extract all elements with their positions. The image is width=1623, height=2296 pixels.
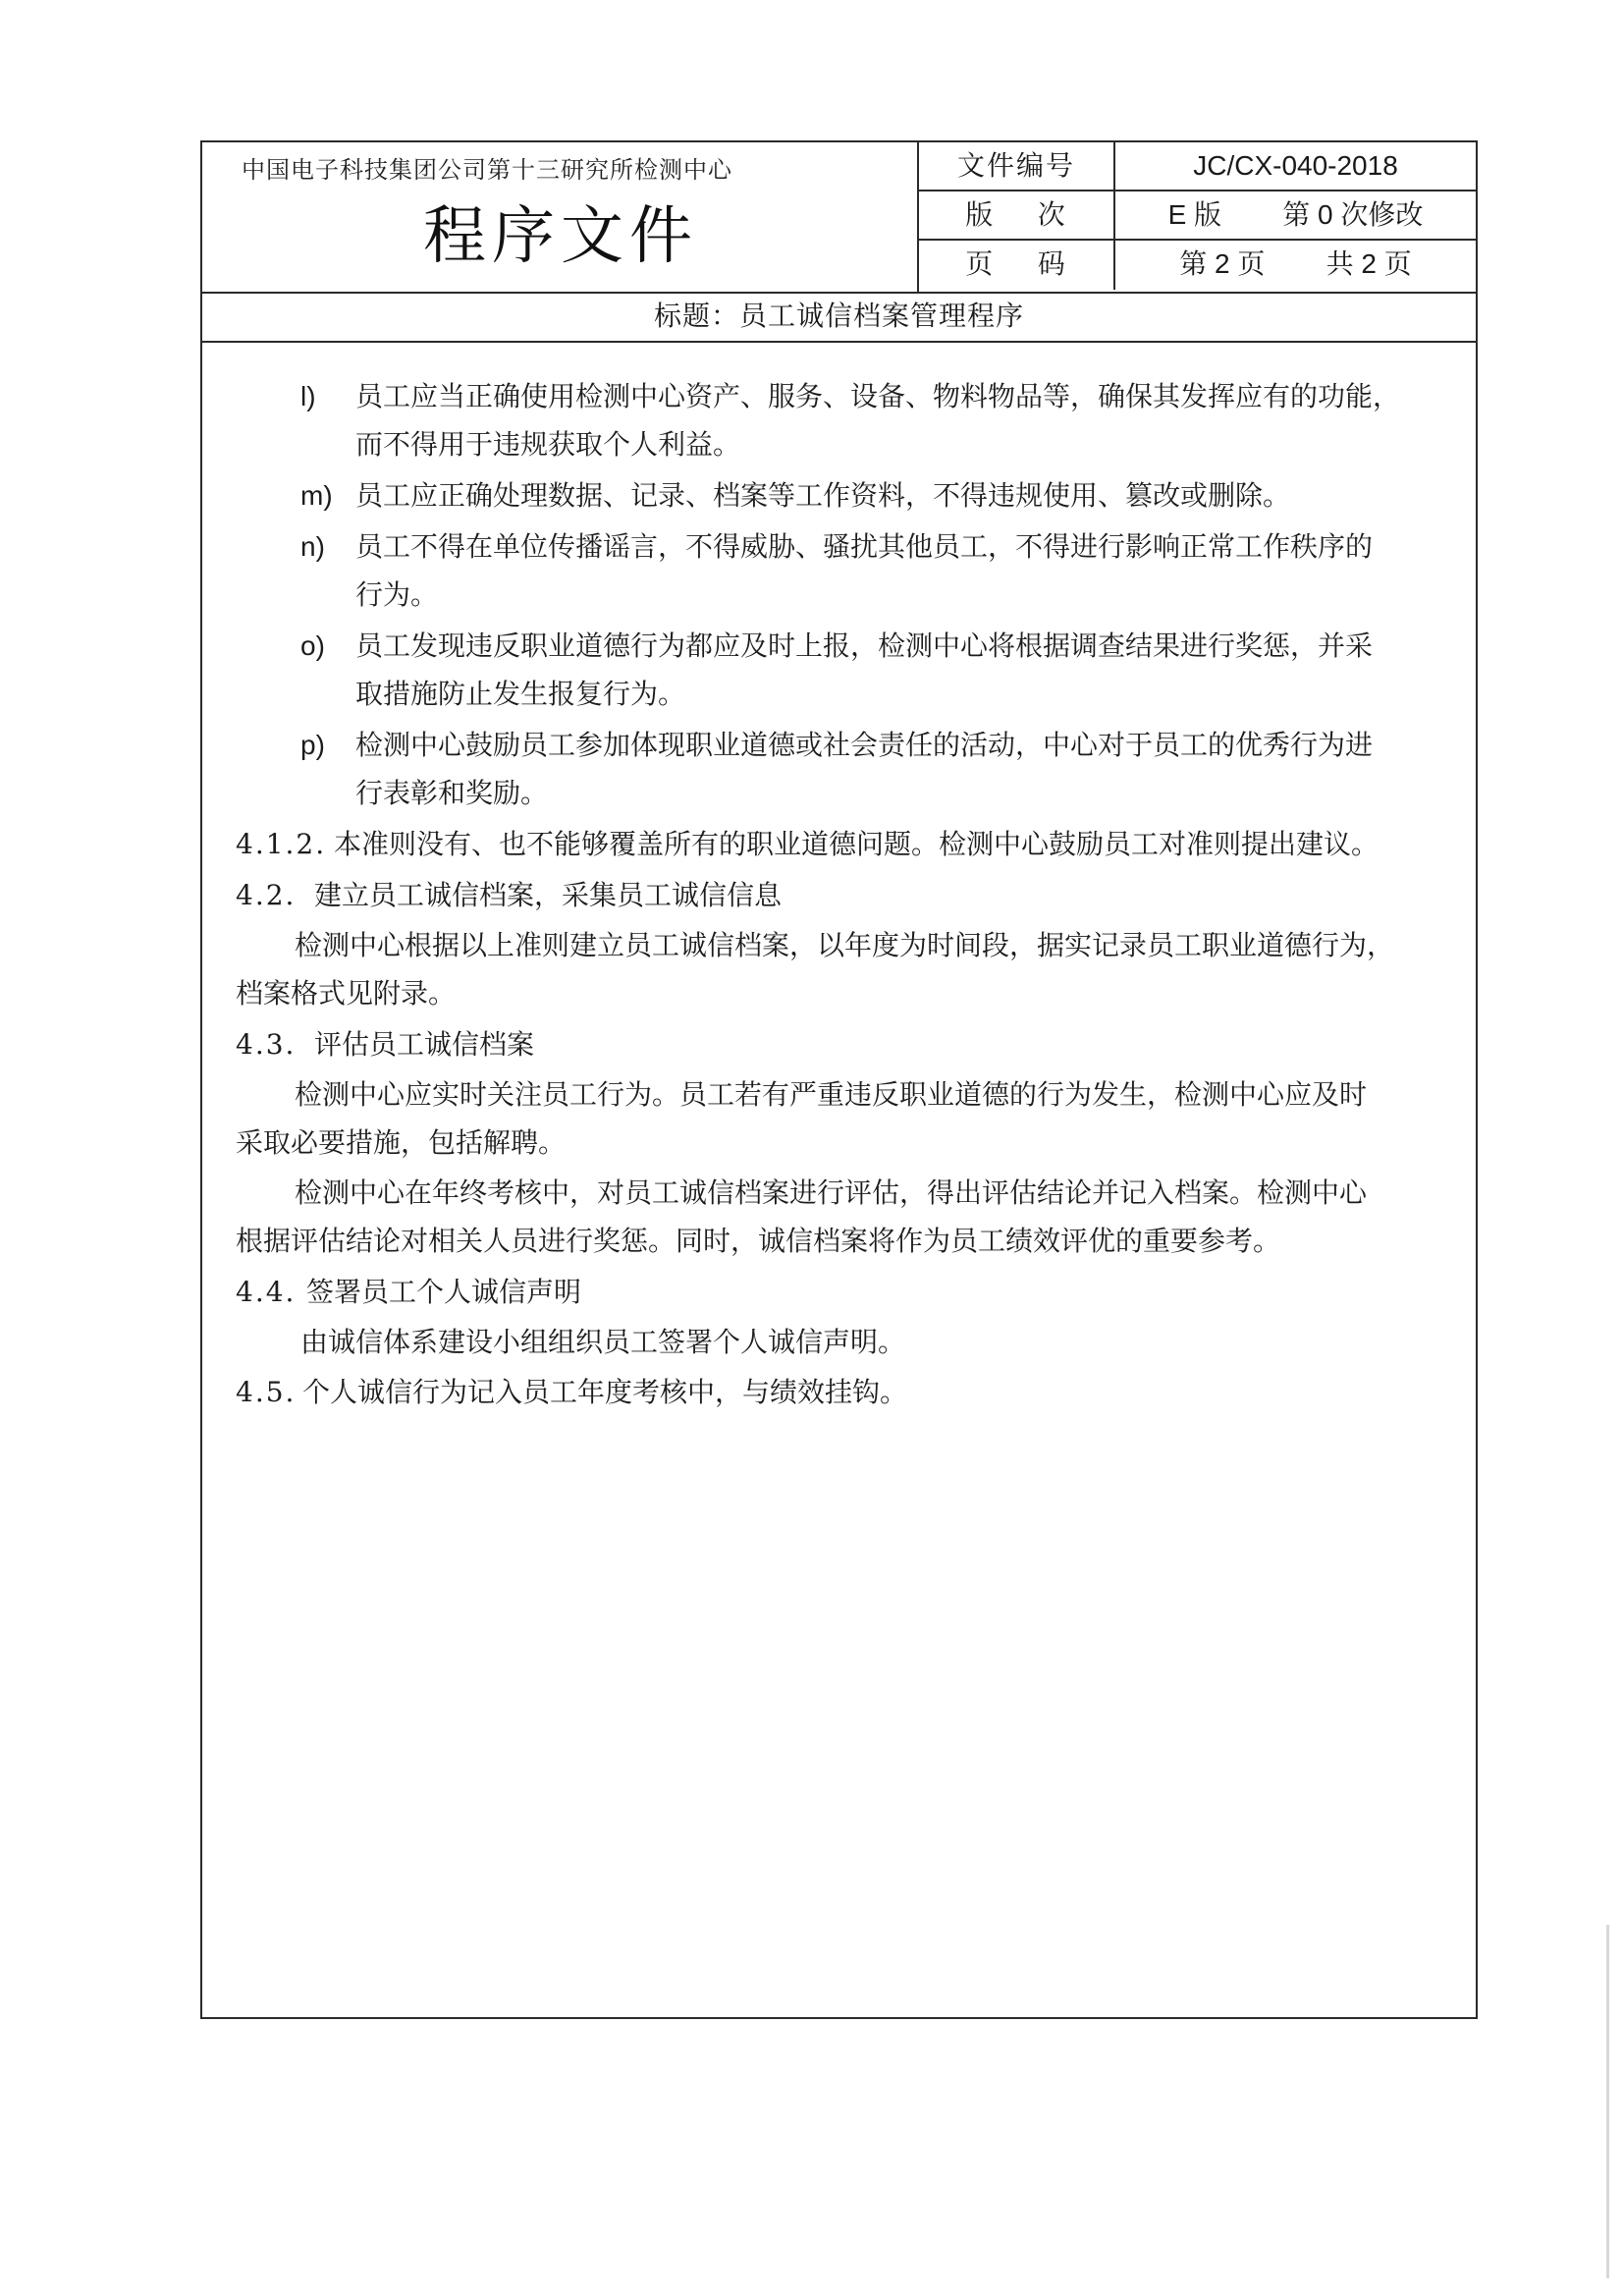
meta-label: 页 码 <box>919 241 1115 290</box>
meta-value: 第 2 页 共 2 页 <box>1179 248 1412 279</box>
list-item-label: l) <box>300 381 316 411</box>
paragraph-text: 采取必要措施，包括解聘。 <box>236 1126 567 1159</box>
document-meta-table <box>917 142 1476 292</box>
section-number: 4.3. <box>236 1028 297 1061</box>
section-number: 4.2. <box>236 879 297 911</box>
section-number: 4.1.2. <box>236 828 327 860</box>
scan-artifact-line <box>1606 1925 1609 2278</box>
document-frame <box>200 140 1478 2019</box>
list-item-label: n) <box>300 531 325 562</box>
paragraph-text: 档案格式见附录。 <box>236 977 457 1010</box>
list-item-text: 员工应正确处理数据、记录、档案等工作资料，不得违规使用、篡改或删除。 <box>355 479 1291 512</box>
document-subject-title: 标题：员工诚信档案管理程序 <box>202 292 1476 343</box>
list-item-label: m) <box>300 480 333 511</box>
list-item-label: o) <box>300 630 325 661</box>
organization-name: 中国电子科技集团公司第十三研究所检测中心 <box>242 156 732 184</box>
document-type-title: 程序文件 <box>423 200 698 273</box>
list-item-text: 员工不得在单位传播谣言，不得威胁、骚扰其他员工，不得进行影响正常工作秩序的 <box>355 530 1374 563</box>
section-text: 个人诚信行为记入员工年度考核中，与绩效挂钩。 <box>302 1376 908 1408</box>
section-heading: 建立员工诚信档案，采集员工诚信信息 <box>314 879 783 911</box>
paragraph-text: 由诚信体系建设小组组织员工签署个人诚信声明。 <box>300 1326 906 1358</box>
paragraph-text: 根据评估结论对相关人员进行奖惩。同时，诚信档案将作为员工绩效评优的重要参考。 <box>236 1225 1281 1257</box>
meta-value: E 版 第 0 次修改 <box>1167 199 1424 230</box>
meta-label: 文件编号 <box>919 142 1115 190</box>
meta-row-version <box>919 191 1476 241</box>
list-item-text: 行为。 <box>355 578 439 611</box>
section-number: 4.4. <box>236 1276 297 1308</box>
paragraph-text: 检测中心应实时关注员工行为。员工若有严重违反职业道德的行为发生，检测中心应及时 <box>295 1078 1368 1111</box>
meta-row-file-number <box>919 142 1476 191</box>
list-item-text: 检测中心鼓励员工参加体现职业道德或社会责任的活动，中心对于员工的优秀行为进 <box>355 729 1374 761</box>
meta-row-page <box>919 241 1476 290</box>
meta-value: JC/CX-040-2018 <box>1193 150 1398 181</box>
list-item-label: p) <box>300 730 325 760</box>
document-header <box>202 142 1476 294</box>
section-heading: 评估员工诚信档案 <box>314 1028 535 1061</box>
section-heading: 签署员工个人诚信声明 <box>306 1276 582 1308</box>
list-item-text: 员工发现违反职业道德行为都应及时上报，检测中心将根据调查结果进行奖惩，并采 <box>355 629 1374 662</box>
list-item-text: 行表彰和奖励。 <box>355 777 549 809</box>
section-text: 本准则没有、也不能够覆盖所有的职业道德问题。检测中心鼓励员工对准则提出建议。 <box>334 828 1380 860</box>
list-item-text: 而不得用于违规获取个人利益。 <box>355 428 741 461</box>
list-item-text: 取措施防止发生报复行为。 <box>355 678 686 710</box>
meta-label: 版 次 <box>919 191 1115 239</box>
paragraph-text: 检测中心根据以上准则建立员工诚信档案，以年度为时间段，据实记录员工职业道德行为， <box>295 929 1395 961</box>
paragraph-text: 检测中心在年终考核中，对员工诚信档案进行评估，得出评估结论并记入档案。检测中心 <box>295 1176 1368 1209</box>
list-item-text: 员工应当正确使用检测中心资产、服务、设备、物料物品等，确保其发挥应有的功能， <box>355 380 1401 412</box>
section-number: 4.5. <box>236 1376 297 1408</box>
